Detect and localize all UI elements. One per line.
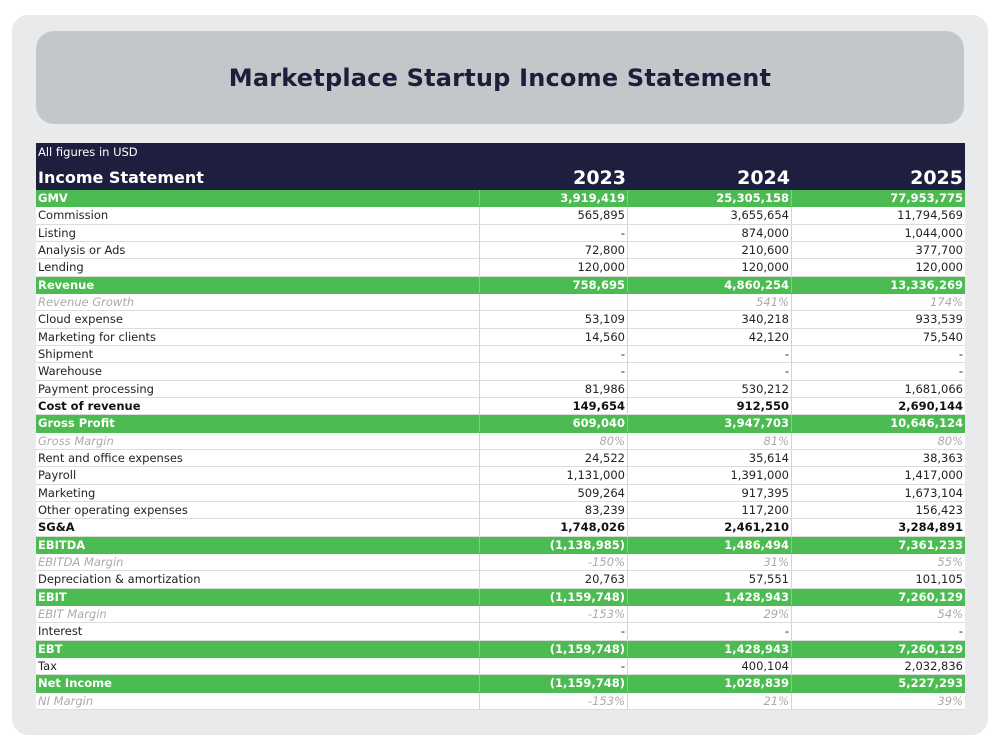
value-cell-2023: - (480, 225, 628, 241)
row-label: Cost of revenue (36, 398, 480, 414)
value-cell-2025: 80% (937, 433, 963, 448)
value-cell-2025: - (958, 624, 963, 639)
row-label: SG&A (36, 519, 480, 535)
value-cell-2023: (1,159,748) (480, 589, 628, 605)
value-cell-2023: - (480, 623, 628, 639)
value-cell-2025: 2,032,836 (904, 658, 963, 673)
value-cell-2025: 11,794,569 (897, 208, 963, 223)
table-row (36, 311, 965, 328)
table-row (36, 190, 965, 207)
value-cell-2023: - (480, 363, 628, 379)
row-label: Payroll (36, 467, 480, 483)
row-label: EBITDA (36, 537, 480, 553)
table-row (36, 259, 965, 276)
table-row (36, 485, 965, 502)
table-row (36, 606, 965, 623)
row-label: Interest (36, 623, 480, 639)
value-cell-2024: 120,000 (628, 259, 792, 275)
row-label: EBT (36, 641, 480, 657)
table-body (36, 190, 965, 710)
row-label: Gross Profit (36, 415, 480, 431)
value-cell-2025: 39% (937, 693, 963, 708)
value-cell-2024: - (628, 363, 792, 379)
value-cell-2024: 917,395 (628, 485, 792, 501)
value-cell-2023: 120,000 (480, 259, 628, 275)
value-cell-2025: 5,227,293 (898, 676, 963, 691)
value-cell-2025: - (958, 346, 963, 361)
value-cell-2024: 81% (628, 433, 792, 449)
table-row (36, 693, 965, 710)
value-cell-2025: 2,690,144 (898, 398, 963, 413)
value-cell-2024: 29% (628, 606, 792, 622)
table-row (36, 294, 965, 311)
value-cell-2023: (1,159,748) (480, 675, 628, 691)
row-label: NI Margin (36, 693, 480, 709)
value-cell-2024: 3,655,654 (628, 207, 792, 223)
header-row (36, 162, 965, 190)
value-cell-2023: 565,895 (480, 207, 628, 223)
value-cell-2024: 1,428,943 (628, 589, 792, 605)
value-cell-2024: - (628, 346, 792, 362)
value-cell-2025: 1,681,066 (904, 381, 963, 396)
value-cell-2023: 83,239 (480, 502, 628, 518)
table-row (36, 554, 965, 571)
value-cell-2023: - (480, 346, 628, 362)
value-cell-2025: - (958, 364, 963, 379)
value-cell-2025: 75,540 (922, 329, 963, 344)
value-cell-2024: 874,000 (628, 225, 792, 241)
value-cell-2023: 81,986 (480, 381, 628, 397)
table-row (36, 346, 965, 363)
table-row (36, 242, 965, 259)
value-cell-2024: 210,600 (628, 242, 792, 258)
value-cell-2024: 541% (628, 294, 792, 310)
value-cell-2024: 1,028,839 (628, 675, 792, 691)
table-row (36, 589, 965, 606)
row-label: Lending (36, 259, 480, 275)
value-cell-2024: 42,120 (628, 329, 792, 345)
row-label: Net Income (36, 675, 480, 691)
table-row (36, 329, 965, 346)
value-cell-2023: 14,560 (480, 329, 628, 345)
row-label: Marketing (36, 485, 480, 501)
row-label: Commission (36, 207, 480, 223)
value-cell-2025: 13,336,269 (890, 277, 963, 292)
value-cell-2023: - (480, 658, 628, 674)
row-label: EBITDA Margin (36, 554, 480, 570)
row-label: Other operating expenses (36, 502, 480, 518)
value-cell-2023: 509,264 (480, 485, 628, 501)
value-cell-2023: 149,654 (480, 398, 628, 414)
value-cell-2024: 117,200 (628, 502, 792, 518)
table-row (36, 277, 965, 294)
value-cell-2023: 609,040 (480, 415, 628, 431)
row-label: Revenue Growth (36, 294, 480, 310)
value-cell-2024: 1,486,494 (628, 537, 792, 553)
table-row (36, 398, 965, 415)
value-cell-2025: 38,363 (922, 450, 963, 465)
row-label: Marketing for clients (36, 329, 480, 345)
value-cell-2024: 35,614 (628, 450, 792, 466)
table-row (36, 675, 965, 692)
value-cell-2023: -150% (480, 554, 628, 570)
value-cell-2025: 3,284,891 (898, 520, 963, 535)
value-cell-2025: 54% (937, 606, 963, 621)
value-cell-2024: 912,550 (628, 398, 792, 414)
table-row (36, 363, 965, 380)
value-cell-2025: 933,539 (915, 312, 963, 327)
value-cell-2023: 1,748,026 (480, 519, 628, 535)
row-label: EBIT (36, 589, 480, 605)
table-row (36, 537, 965, 554)
page-title: Marketplace Startup Income Statement (228, 63, 772, 92)
value-cell-2023: 1,131,000 (480, 467, 628, 483)
value-cell-2024: 4,860,254 (628, 277, 792, 293)
table-row (36, 623, 965, 640)
row-label: GMV (36, 190, 480, 206)
row-label: Depreciation & amortization (36, 571, 480, 587)
value-cell-2024: - (628, 623, 792, 639)
value-cell-2023: 3,919,419 (480, 190, 628, 206)
value-cell-2023: 80% (480, 433, 628, 449)
value-cell-2024: 1,391,000 (628, 467, 792, 483)
table-row (36, 415, 965, 432)
table-row (36, 658, 965, 675)
title-banner (36, 31, 964, 124)
table-row (36, 641, 965, 658)
year-2025-header: 2025 (910, 167, 963, 189)
row-label: Rent and office expenses (36, 450, 480, 466)
value-cell-2023: 758,695 (480, 277, 628, 293)
table-row (36, 450, 965, 467)
value-cell-2024: 57,551 (628, 571, 792, 587)
value-cell-2025: 156,423 (915, 502, 963, 517)
value-cell-2023 (480, 294, 628, 310)
value-cell-2025: 55% (937, 554, 963, 569)
value-cell-2025: 377,700 (915, 242, 963, 257)
value-cell-2024: 400,104 (628, 658, 792, 674)
table-row (36, 381, 965, 398)
income-statement-table (36, 143, 965, 710)
row-label: Warehouse (36, 363, 480, 379)
currency-note: All figures in USD (38, 145, 138, 159)
table-row (36, 467, 965, 484)
table-row (36, 571, 965, 588)
value-cell-2025: 1,417,000 (904, 468, 963, 483)
table-row (36, 225, 965, 242)
value-cell-2023: 24,522 (480, 450, 628, 466)
value-cell-2024: 340,218 (628, 311, 792, 327)
row-label: EBIT Margin (36, 606, 480, 622)
table-row (36, 519, 965, 536)
year-2024-header: 2024 (737, 167, 790, 189)
value-cell-2023: -153% (480, 606, 628, 622)
value-cell-2023: (1,159,748) (480, 641, 628, 657)
value-cell-2025: 1,673,104 (904, 485, 963, 500)
value-cell-2024: 21% (628, 693, 792, 709)
value-cell-2025: 7,260,129 (898, 641, 963, 656)
value-cell-2024: 530,212 (628, 381, 792, 397)
value-cell-2025: 101,105 (915, 572, 963, 587)
value-cell-2024: 2,461,210 (628, 519, 792, 535)
row-label: Tax (36, 658, 480, 674)
row-label: Revenue (36, 277, 480, 293)
row-label: Payment processing (36, 381, 480, 397)
value-cell-2024: 25,305,158 (628, 190, 792, 206)
row-label: Shipment (36, 346, 480, 362)
table-header (36, 143, 965, 190)
value-cell-2024: 3,947,703 (628, 415, 792, 431)
value-cell-2025: 77,953,775 (890, 191, 963, 205)
table-row (36, 433, 965, 450)
header-label: Income Statement (38, 168, 204, 187)
table-row (36, 502, 965, 519)
row-label: Cloud expense (36, 311, 480, 327)
value-cell-2025: 10,646,124 (890, 416, 963, 431)
row-label: Analysis or Ads (36, 242, 480, 258)
value-cell-2025: 1,044,000 (904, 225, 963, 240)
value-cell-2025: 120,000 (915, 260, 963, 275)
year-2023-header: 2023 (573, 167, 626, 189)
value-cell-2024: 1,428,943 (628, 641, 792, 657)
table-row (36, 207, 965, 224)
value-cell-2023: (1,138,985) (480, 537, 628, 553)
value-cell-2023: 72,800 (480, 242, 628, 258)
value-cell-2025: 7,361,233 (898, 537, 963, 552)
value-cell-2023: 53,109 (480, 311, 628, 327)
row-label: Listing (36, 225, 480, 241)
value-cell-2025: 7,260,129 (898, 589, 963, 604)
value-cell-2024: 31% (628, 554, 792, 570)
value-cell-2025: 174% (930, 294, 963, 309)
row-label: Gross Margin (36, 433, 480, 449)
value-cell-2023: -153% (480, 693, 628, 709)
value-cell-2023: 20,763 (480, 571, 628, 587)
